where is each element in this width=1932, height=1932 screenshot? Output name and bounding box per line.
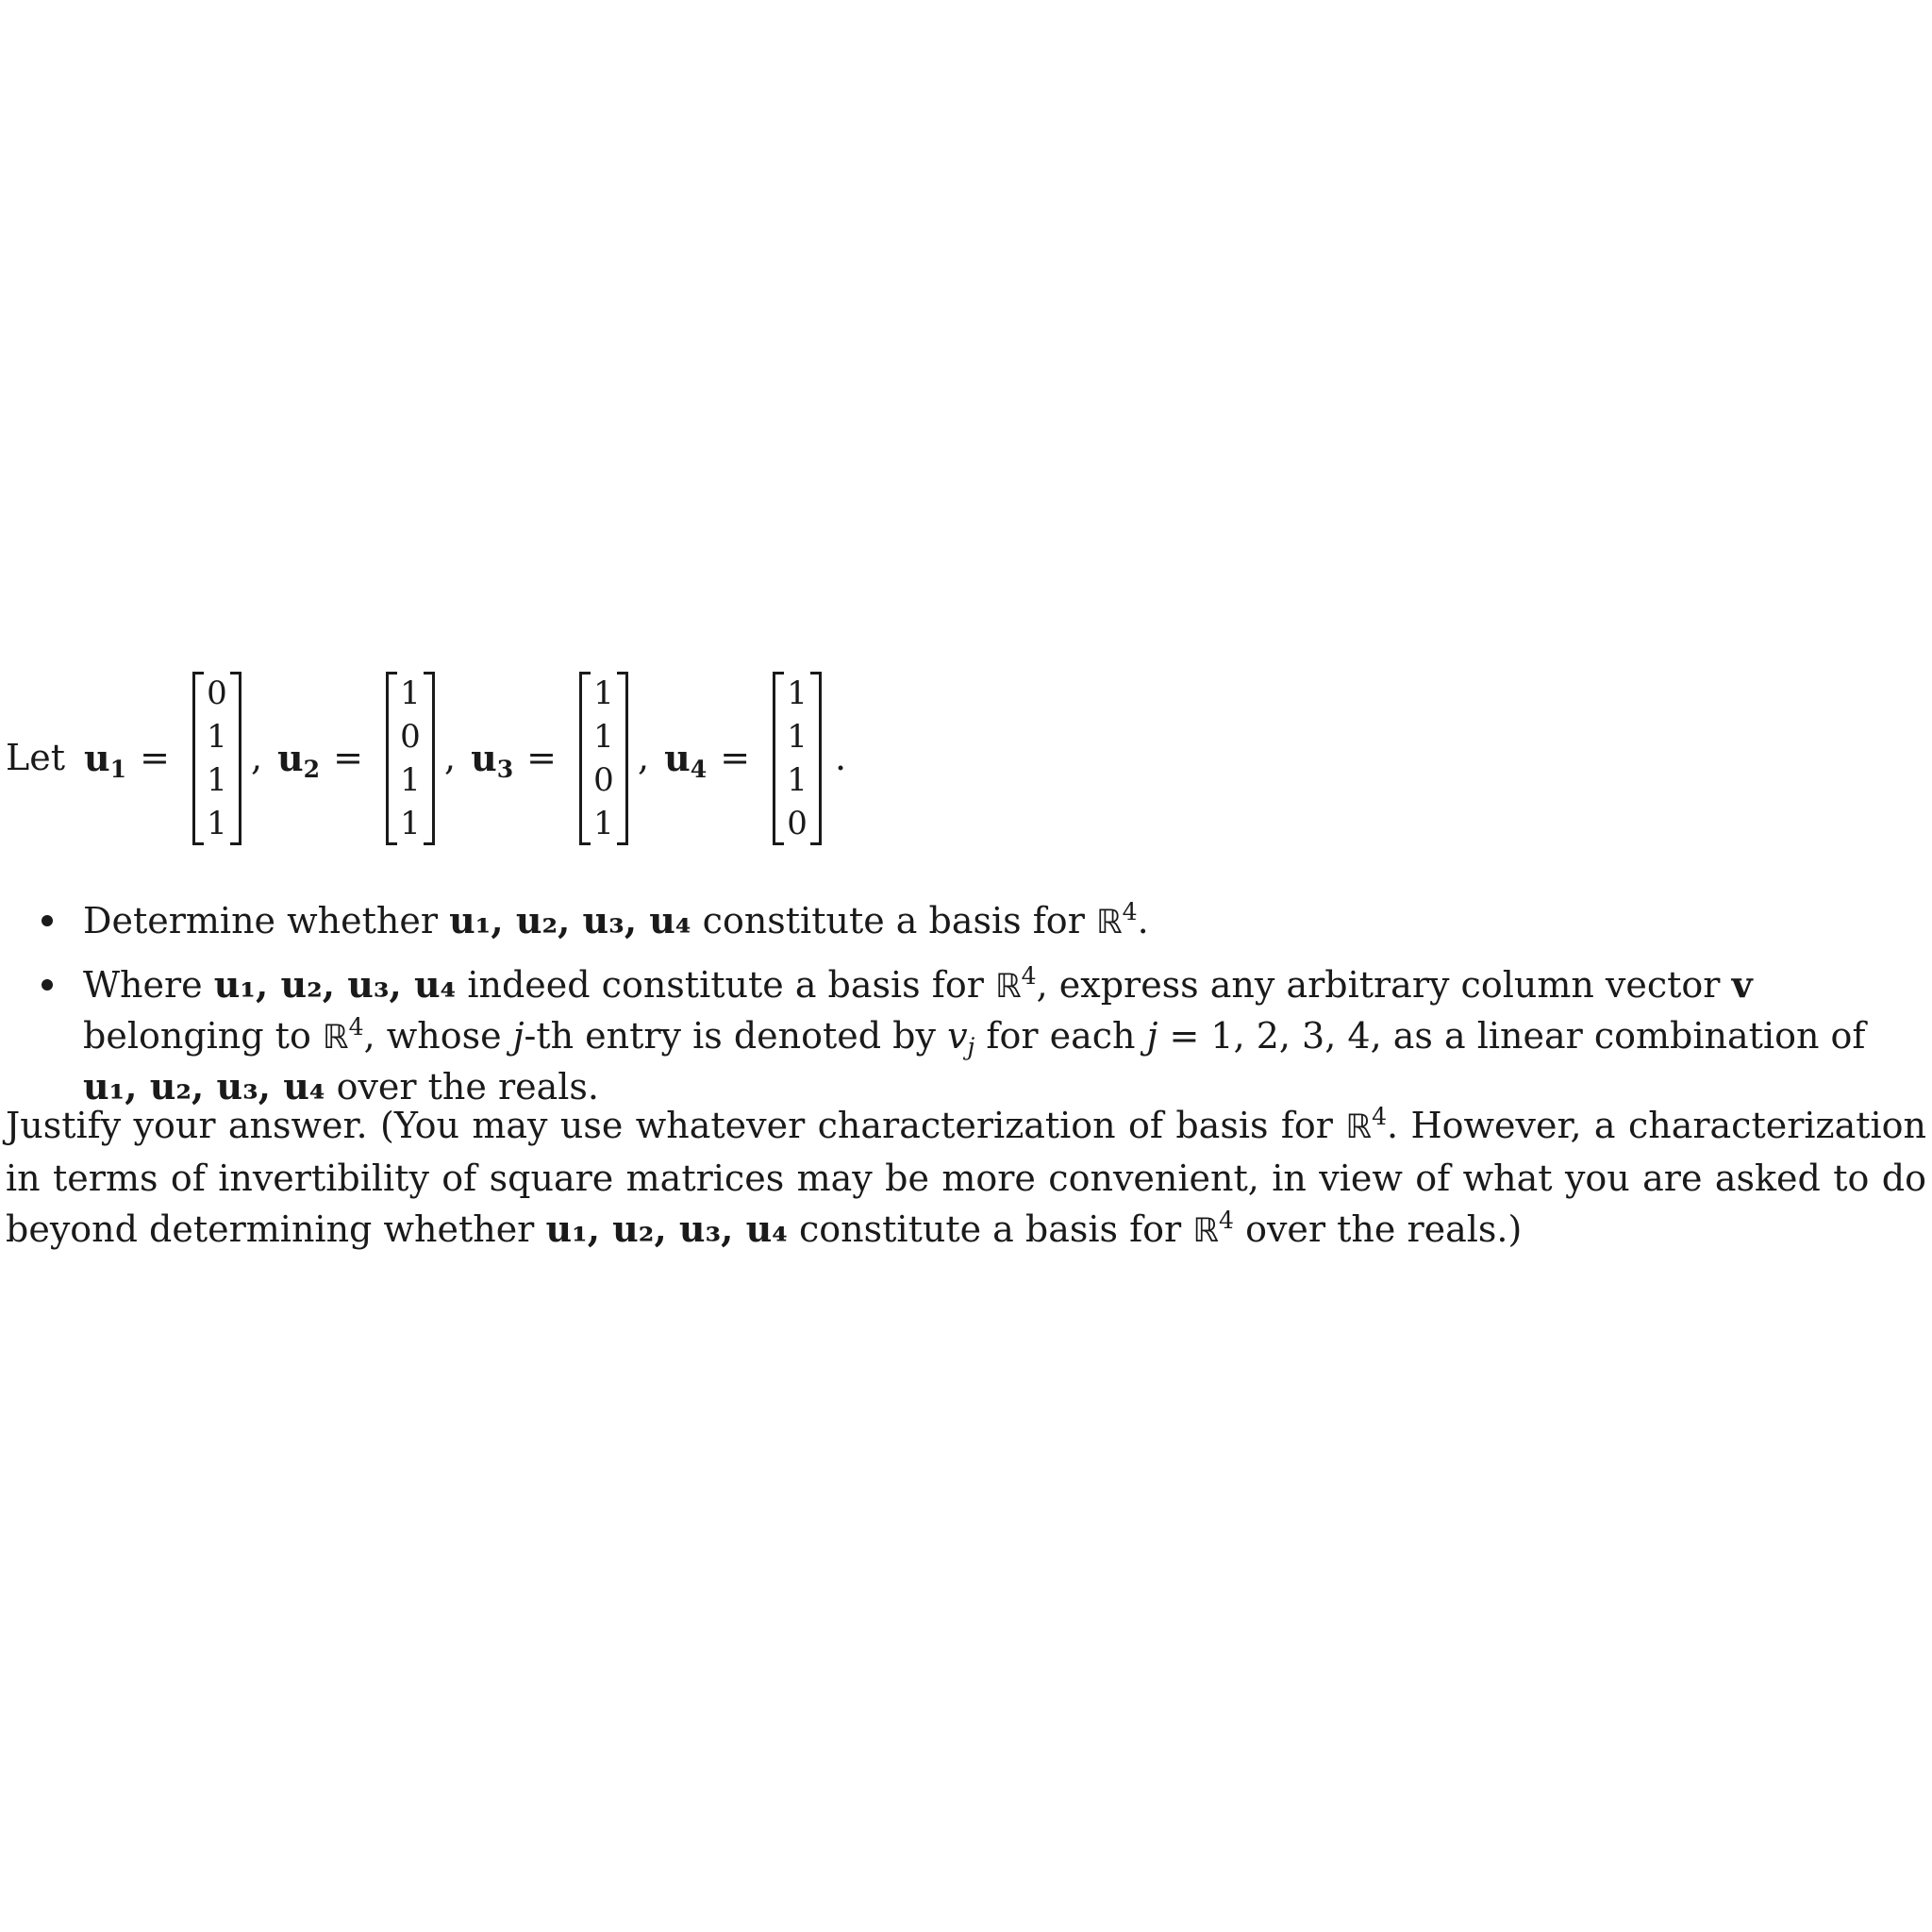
- justification-paragraph: Justify your answer. (You may use whatever characterization of basis for ℝ$^4$. However, a characterization in terms of invertibility of square matrices may be more convenient, in view of what you are asked to do beyond determining whether u₁, u₂, u₃, u₄ constitute a basis for ℝ$^4$ over the reals.): [6, 1103, 1926, 1250]
- vector-list: u₁, u₂, u₃, u₄: [545, 1208, 788, 1250]
- list-item: Determine whether u₁, u₂, u₃, u₄ constitute a basis for ℝ$^4$.: [0, 896, 1924, 947]
- u3-entry: 1: [593, 805, 614, 842]
- real-space-symbol: ℝ: [1095, 904, 1123, 941]
- u3-entry: 1: [593, 718, 614, 756]
- real-space-symbol: ℝ: [994, 968, 1022, 1006]
- u2-entry: 1: [400, 761, 421, 799]
- u4-label: $u_4$: [664, 737, 708, 784]
- u2-entry: 1: [400, 805, 421, 842]
- vector-list: u₁, u₂, u₃, u₄: [213, 963, 457, 1006]
- u1-entry: 1: [207, 761, 227, 799]
- u4-entry: 1: [787, 675, 808, 712]
- equals-sign: =: [720, 737, 751, 779]
- u1-entry: 0: [207, 675, 227, 712]
- vector-definitions: [6, 672, 846, 845]
- vector-list: u₁, u₂, u₃, u₄: [449, 899, 691, 941]
- u2-entry: 1: [400, 675, 421, 712]
- comma: ,: [443, 737, 457, 779]
- equals-sign: =: [526, 737, 557, 779]
- u4-vector: [773, 672, 822, 845]
- u1-entry: 1: [207, 805, 227, 842]
- bullet-icon: [42, 915, 53, 926]
- real-space-symbol: ℝ: [1345, 1108, 1373, 1146]
- vector-v: v: [1731, 963, 1753, 1006]
- u2-vector: [386, 672, 435, 845]
- u1-entry: 1: [207, 718, 227, 756]
- comma: ,: [638, 737, 650, 779]
- u4-entry: 0: [787, 805, 808, 842]
- let-word: Let: [6, 737, 65, 779]
- period: .: [835, 737, 847, 779]
- task-list: [0, 896, 1924, 1124]
- u3-entry: 1: [593, 675, 614, 712]
- u4-entry: 1: [787, 718, 808, 756]
- equals-sign: =: [140, 737, 170, 779]
- u3-entry: 0: [593, 761, 614, 799]
- u3-label: $u_3$: [471, 737, 514, 784]
- comma: ,: [250, 737, 263, 779]
- u2-label: $u_2$: [277, 737, 321, 784]
- u3-vector: [579, 672, 628, 845]
- u1-vector: [192, 672, 242, 845]
- u1-label: $u_1$: [84, 737, 127, 784]
- bullet-icon: [42, 979, 53, 991]
- vector-list: u₁, u₂, u₃, u₄: [83, 1065, 325, 1108]
- equals-sign: =: [333, 737, 363, 779]
- list-item: Where u₁, u₂, u₃, u₄ indeed constitute a basis for ℝ$^4$, express any arbitrary column vector v belonging to ℝ$^4$, whose j-th entry is denoted by $v_j$ for each j = 1, 2, 3, 4, as a linear combination of u₁, u₂, u₃, u₄ over the reals.: [0, 960, 1924, 1111]
- real-space-symbol: ℝ: [322, 1019, 349, 1057]
- u2-entry: 0: [400, 718, 421, 756]
- u4-entry: 1: [787, 761, 808, 799]
- vj-symbol: $v_j$: [947, 1015, 975, 1061]
- real-space-symbol: ℝ: [1192, 1212, 1219, 1250]
